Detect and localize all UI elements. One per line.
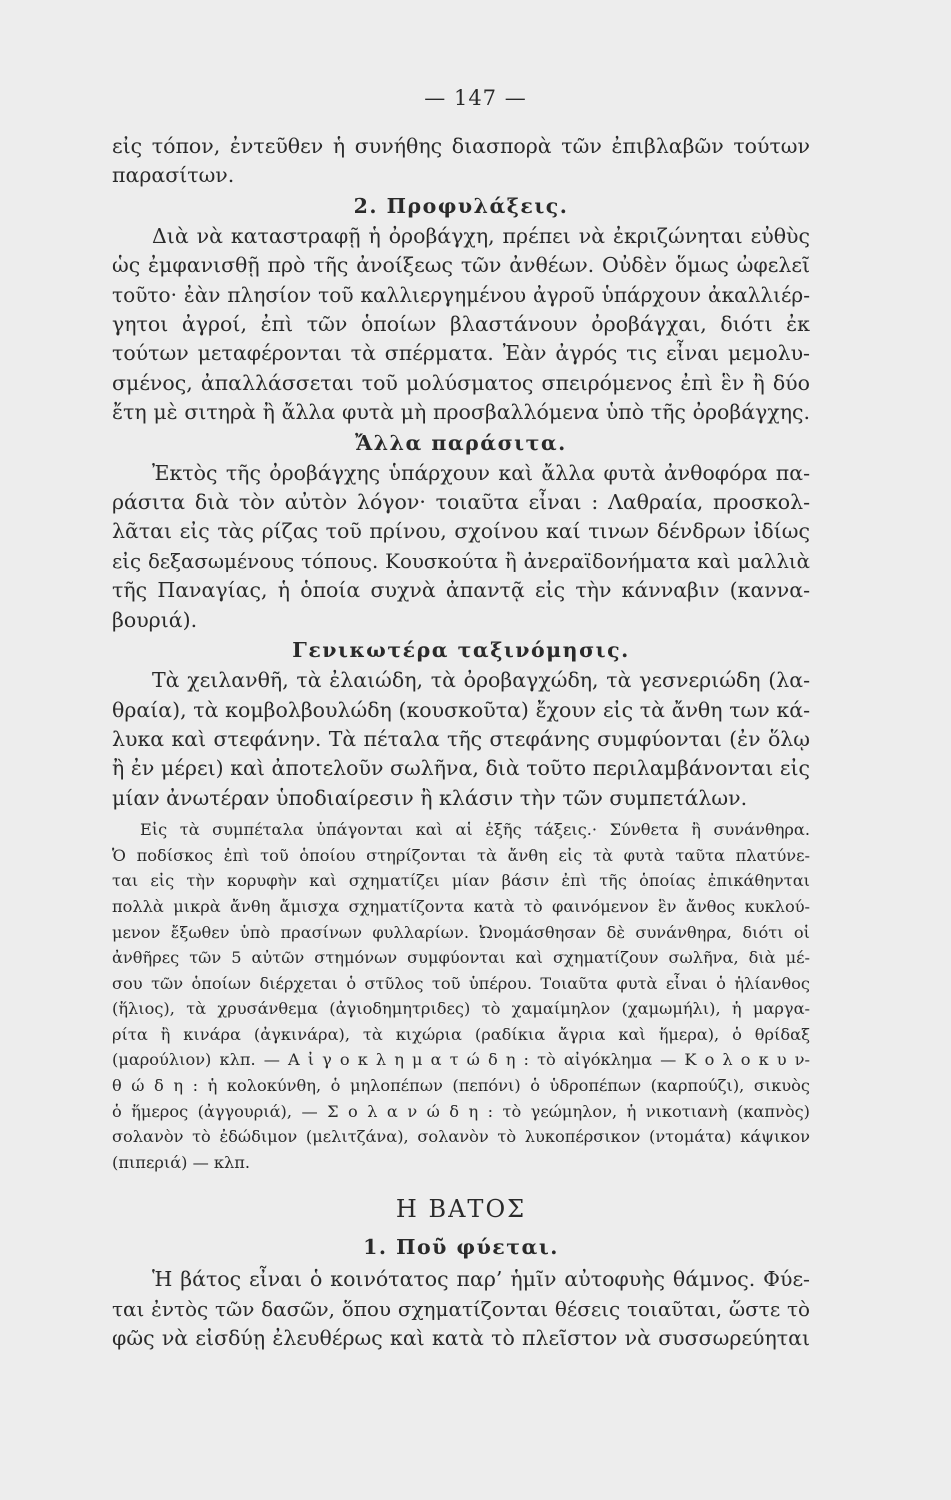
text-line: ράσιτα διὰ τὸν αὐτὸν λόγον· τοιαῦτα εἶναι : Λαθραία, προσκολ- [112,490,810,515]
text-line: μενον ἔξωθεν ὑπὸ πρασίνων φυλλαρίων. Ὠνομάσθησαν δὲ συνάνθηρα, διότι οἱ [112,922,810,942]
heading-prophylaxeis: 2. Προφυλάξεις. [353,193,569,218]
text-line: ὁ ἥμερος (ἀγγουριά), — Σ ο λ α ν ώ δ η : τὸ γεώμηλον, ἡ νικοτιανὴ (καπνὸς) [112,1101,810,1121]
text-line: πολλὰ μικρὰ ἄνθη ἄμισχα σχηματίζοντα κατὰ τὸ φαινόμενον ἓν ἄνθος κυκλού- [112,896,810,916]
text-line: Ὁ ποδίσκος ἐπὶ τοῦ ὁποίου στηρίζονται τὰ ἄνθη εἰς τὰ φυτὰ ταῦτα πλατύνε- [112,845,810,865]
text-line: θ ώ δ η : ἡ κολοκύνθη, ὁ μηλοπέπων (πεπόνι) ὁ ὑδροπέπων (καρπούζι), σικυὸς [112,1076,810,1096]
page-number: — 147 — [424,86,527,110]
text-line: ὡς ἐμφανισθῇ πρὸ τῆς ἀνοίξεως τῶν ἀνθέων. Οὐδὲν ὅμως ὠφελεῖ [112,253,810,278]
text-line: λᾶται εἰς τὰς ρίζας τοῦ πρίνου, σχοίνου καί τινων δένδρων ἰδίως [112,519,810,544]
text-line: ται εἰς τὴν κορυφὴν καὶ σχηματίζει μίαν βάσιν ἐπὶ τῆς ὁποίας ἐπικάθηνται [112,871,810,891]
heading-alla-parasita: Ἄλλα παράσιτα. [355,430,567,455]
text-line: βουριά). [112,607,198,632]
text-line: ται ἐντὸς τῶν δασῶν, ὅπου σχηματίζονται θέσεις τοιαῦται, ὥστε τὸ [112,1296,810,1321]
page-body [112,132,810,1354]
text-line: γητοι ἀγροί, ἐπὶ τῶν ὁποίων βλαστάνουν ὀροβάγχαι, διότι ἐκ [112,312,810,337]
paragraph-6 [112,1265,810,1353]
section-title: Η ΒΑΤΟΣ [395,1195,527,1224]
text-line: (ἥλιος), τὰ χρυσάνθεμα (ἀγιοδημητριδες) τὸ χαμαίμηλον (χαμωμήλι), ἡ μαργα- [112,999,810,1019]
text-line: σολανὸν τὸ ἐδώδιμον (μελιτζάνα), σολανὸν τὸ λυκοπέρσικον (ντομάτα) κάψικον [112,1127,810,1147]
text-line: σμένος, ἀπαλλάσσεται τοῦ μολύσματος σπειρόμενος ἐπὶ ἓν ἢ δύο [112,370,810,395]
text-line: (πιπεριά) — κλπ. [112,1152,251,1172]
text-line: Τὰ χειλανθῆ, τὰ ἐλαιώδη, τὰ ὀροβαγχώδη, τὰ γεσνεριώδη (λα- [152,668,810,693]
heading-pou-fyetai: 1. Ποῦ φύεται. [363,1235,559,1260]
text-line: τῆς Παναγίας, ἡ ὁποία συχνὰ ἀπαντᾷ εἰς τὴν κάνναβιν (καννα- [112,578,810,603]
heading-genikotera-taxinomisis: Γενικωτέρα ταξινόμησις. [292,638,630,663]
text-line: Εἰς τὰ συμπέταλα ὑπάγονται καὶ αἱ ἑξῆς τάξεις.· Σύνθετα ἢ συνάνθηρα. [140,820,810,840]
text-line: ἔτη μὲ σιτηρὰ ἢ ἄλλα φυτὰ μὴ προσβαλλόμενα ὑπὸ τῆς ὀροβάγχης. [112,400,810,425]
paragraph-2 [112,222,810,428]
text-line: σου τῶν ὁποίων διέρχεται ὁ στῦλος τοῦ ὑπέρου. Τοιαῦτα φυτὰ εἶναι ὁ ἡλίανθος [112,973,810,993]
text-line: Διὰ νὰ καταστραφῇ ἡ ὀροβάγχη, πρέπει νὰ ἐκριζώνηται εὐθὺς [152,223,810,248]
text-line: θραία), τὰ κομβολβουλώδη (κουσκοῦτα) ἔχουν εἰς τὰ ἄνθη των κά- [112,697,810,722]
text-line: ἢ ἐν μέρει) καὶ ἀποτελοῦν σωλῆνα, διὰ τοῦτο περιλαμβάνονται εἰς [112,756,810,781]
text-line: εἰς δεξασωμένους τόπους. Κουσκούτα ἢ ἀνεραϊδονήματα καὶ μαλλιὰ [112,549,810,573]
paragraph-small-print [112,817,810,1175]
text-line: τούτων μεταφέρονται τὰ σπέρματα. Ἐὰν ἀγρός τις εἶναι μεμολυ- [112,341,810,366]
paragraph-4 [112,666,810,813]
text-line: φῶς νὰ εἰσδύῃ ἐλευθέρως καὶ κατὰ τὸ πλεῖστον νὰ συσσωρεύηται [112,1326,810,1351]
text-line: Ἐκτὸς τῆς ὀροβάγχης ὑπάρχουν καὶ ἄλλα φυτὰ ἀνθοφόρα πα- [152,460,810,485]
text-line: (μαρούλιον) κλπ. — Α ἰ γ ο κ λ η μ α τ ώ δ η : τὸ αἰγόκλημα — Κ ο λ ο κ υ ν- [112,1050,810,1070]
paragraph-3 [112,459,810,635]
paragraph-1 [112,132,810,191]
text-line: μίαν ἀνωτέραν ὑποδιαίρεσιν ἢ κλάσιν τὴν τῶν συμπετάλων. [112,785,748,810]
text-line: παρασίτων. [112,163,235,188]
text-line: τοῦτο· ἐὰν πλησίον τοῦ καλλιεργημένου ἀγροῦ ὑπάρχουν ἀκαλλιέρ- [112,282,810,307]
text-line: Ἡ βάτος εἶναι ὁ κοινότατος παρ’ ἡμῖν αὐτοφυὴς θάμνος. Φύε- [152,1267,810,1292]
text-line: εἰς τόπον, ἐντεῦθεν ἡ συνήθης διασπορὰ τῶν ἐπιβλαβῶν τούτων [112,134,810,158]
text-line: ρίτα ἢ κινάρα (ἀγκινάρα), τὰ κιχώρια (ραδίκια ἄγρια καὶ ἥμερα), ὁ θρίδαξ [112,1024,810,1044]
text-line: λυκα καὶ στεφάνην. Τὰ πέταλα τῆς στεφάνης συμφύονται (ἐν ὅλῳ [112,726,810,751]
text-line: ἀνθῆρες τῶν 5 αὐτῶν στημόνων συμφύονται καὶ σχηματίζουν σωλῆνα, διὰ μέ- [112,948,810,968]
